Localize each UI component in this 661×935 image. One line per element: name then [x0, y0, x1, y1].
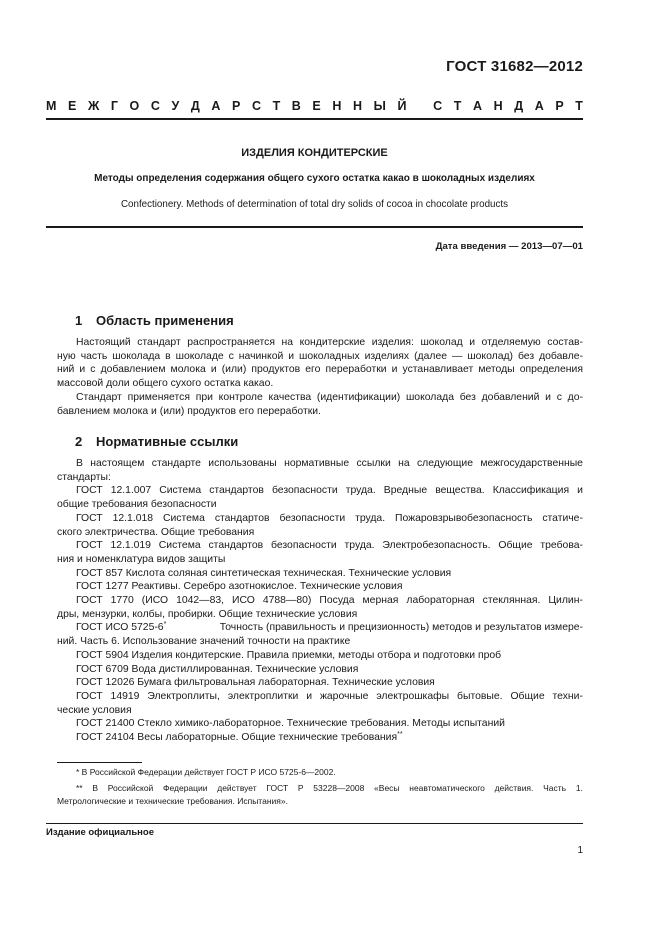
text-line [57, 594, 583, 608]
reference-line: ГОСТ 24104 Весы лабораторные. Общие технические требования [76, 732, 398, 744]
word: и [391, 364, 398, 376]
word: настоящем [90, 458, 145, 469]
word: статиче- [542, 512, 583, 524]
word: В [92, 783, 99, 793]
title-rule [46, 226, 583, 228]
word: Цилин- [548, 595, 583, 607]
word: без [517, 350, 535, 362]
word: добавлений [481, 391, 540, 403]
word: 53228—2008 [313, 783, 365, 793]
word: Общие [498, 540, 533, 552]
heading-letter: У [171, 99, 180, 113]
header-rule [46, 118, 583, 120]
word: (ИСО [141, 595, 169, 607]
heading-letter: С [251, 99, 261, 113]
word: при [195, 391, 213, 403]
word: методы [478, 364, 515, 376]
word: стандартов [214, 512, 270, 524]
text-line: дры, мензурки, колбы, пробирки. Общие технические условия [57, 608, 358, 620]
word: ссылки [356, 458, 391, 469]
word: (далее [414, 350, 448, 362]
heading-letter: Е [68, 99, 77, 113]
word: до- [567, 391, 583, 403]
text-line: ний. Часть 6. Использование значений точности на практике [57, 636, 351, 648]
word: без [459, 391, 476, 403]
word: нормативные [284, 458, 350, 469]
word: на [281, 337, 294, 348]
word: 14919 [110, 690, 140, 702]
text-line [57, 350, 583, 364]
document-subtitle: Методы определения содержания общего сухого остатка какао в шоколадных изделиях [94, 173, 535, 184]
word: труда. [344, 540, 375, 552]
word: безопасности [279, 512, 346, 524]
word: начинкой [238, 350, 284, 362]
word: качества [268, 391, 312, 403]
word: электрошкафы [376, 690, 450, 702]
reference-code: ГОСТ ИСО 5725-6 [76, 622, 164, 634]
word: ГОСТ [76, 595, 103, 607]
section-2-heading [75, 434, 238, 449]
word: использованы [208, 458, 277, 469]
heading-letter: Ы [373, 99, 386, 113]
word: с [556, 391, 562, 403]
word: ГОСТ [76, 485, 103, 497]
word: определения [519, 364, 583, 376]
text-line: ческие условия [57, 704, 132, 716]
text-line: ского электричества. Общие требования [57, 526, 255, 538]
footnote-mark: * [163, 621, 167, 629]
word: мерная [362, 595, 399, 607]
heading-letter: Г [110, 99, 118, 113]
word: отделяемую [481, 337, 541, 348]
word: переработки [325, 364, 387, 376]
word: техни- [552, 690, 583, 702]
section-2-body [57, 457, 583, 745]
heading-letter: Т [575, 99, 583, 113]
word: 1. [575, 783, 583, 793]
heading-letter [418, 99, 421, 113]
word: Пожаровзрывобезопасность [395, 512, 533, 524]
text-line: бавлением молока и (или) продуктов его переработки. [57, 405, 321, 417]
word: 12.1.019 [110, 540, 151, 552]
section-title: Область применения [96, 313, 234, 328]
word: ний [57, 364, 75, 376]
heading-letter: С [150, 99, 160, 113]
text-line [57, 457, 583, 471]
word: Стандарт [76, 391, 122, 403]
heading-letter: Д [190, 99, 200, 113]
word: вещества. [435, 485, 485, 497]
word: его [305, 364, 321, 376]
english-title: Confectionery. Methods of determination of total dry solids of cocoa in chocolate products [120, 199, 508, 210]
word: 1042—83, [176, 595, 225, 607]
heading-letter: А [534, 99, 544, 113]
word: В [76, 458, 83, 469]
text-line [57, 512, 583, 526]
word: Вредные [383, 485, 428, 497]
word: и [469, 337, 476, 348]
word: применяется [127, 391, 190, 403]
section-1-heading [75, 313, 234, 328]
word: распространяется [187, 337, 275, 348]
word: Часть [543, 783, 567, 793]
text-line [57, 539, 583, 553]
word: стандартов [208, 540, 264, 552]
word: 4788—80) [262, 595, 312, 607]
word: Посуда [319, 595, 355, 607]
heading-letter: Н [352, 99, 363, 113]
word: безопасности [271, 485, 338, 497]
word: часть [80, 350, 108, 362]
word: стеклянная. [482, 595, 541, 607]
text-line: ГОСТ 1277 Реактивы. Серебро азотнокислое. Технические условия [76, 581, 403, 593]
text-line: общие требования безопасности [57, 499, 217, 511]
gost-number: ГОСТ 31682—2012 [446, 58, 583, 75]
heading-letter: С [433, 99, 443, 113]
edition-label: Издание официальное [46, 827, 154, 838]
word: ГОСТ [266, 783, 289, 793]
word: с [228, 350, 234, 362]
word: жарочные [319, 690, 369, 702]
heading-letter: Т [272, 99, 281, 113]
word: стандарте [151, 458, 201, 469]
text-line [57, 731, 583, 745]
word: Р [297, 783, 304, 793]
word: Система [159, 485, 202, 497]
footnote [57, 782, 583, 795]
heading-letter: Р [555, 99, 564, 113]
word: и [577, 485, 583, 497]
footnote-mark: ** [397, 731, 403, 739]
heading-letter: М [46, 99, 57, 113]
heading-letter: А [211, 99, 221, 113]
heading-letter: О [129, 99, 140, 113]
word: изделиях [364, 350, 410, 362]
word: межгосударственные [480, 458, 583, 469]
word: 12.1.018 [112, 512, 154, 524]
word: изделия: [371, 337, 414, 348]
word: добавле- [539, 350, 583, 362]
introduction-date: Дата введения — 2013—07—01 [435, 241, 583, 252]
heading-letter: Н [493, 99, 503, 113]
interstate-standard-heading [46, 99, 583, 113]
section-1-body [57, 336, 583, 418]
word: и [210, 364, 217, 376]
word: ** [76, 783, 83, 793]
text-line [57, 336, 583, 350]
heading-letter: Р [232, 99, 241, 113]
word: шоколаде [175, 350, 224, 362]
word: шоколадных [299, 350, 360, 362]
footnotes [57, 766, 583, 808]
text-line [57, 363, 583, 377]
word: следующие [416, 458, 473, 469]
word: Система [163, 512, 205, 524]
word: на [398, 458, 410, 469]
word: состав- [547, 337, 583, 348]
word: Российской [107, 783, 154, 793]
word: безопасности [271, 540, 337, 552]
word: ГОСТ [76, 512, 103, 524]
heading-letter: Н [332, 99, 342, 113]
word: шоколада [405, 391, 454, 403]
word: труда. [345, 485, 376, 497]
word: электроплитки [227, 690, 299, 702]
word: с [90, 364, 96, 376]
word: действует [217, 783, 257, 793]
text-line: ГОСТ 857 Кислота соляная синтетическая техническая. Технические условия [76, 567, 452, 579]
word: ную [57, 350, 76, 362]
text-line: ГОСТ 6709 Вода дистиллированная. Технические условия [76, 663, 359, 675]
word: шоколада [112, 350, 161, 362]
word: Федерации [163, 783, 208, 793]
footnote-rule [57, 762, 142, 763]
footnote: * В Российской Федерации действует ГОСТ Р ИСО 5725-6—2002. [76, 767, 336, 777]
text-line: ГОСТ 21400 Стекло химико-лабораторное. Технические требования. Методы испытаний [76, 718, 505, 730]
text-line: ния и номенклатура видов защиты [57, 553, 226, 565]
word: Общие [510, 690, 545, 702]
text-line [57, 690, 583, 704]
word: ГОСТ [76, 540, 103, 552]
word: Классификация [492, 485, 570, 497]
text-line [57, 391, 583, 405]
word: (идентификации) [316, 391, 401, 403]
word: и [79, 364, 86, 376]
word: «Весы [374, 783, 400, 793]
word: продуктов [251, 364, 301, 376]
word: 1770 [110, 595, 134, 607]
page-number: 1 [577, 845, 583, 856]
text-line [57, 484, 583, 498]
heading-letter: Е [312, 99, 321, 113]
word: добавлением [100, 364, 166, 376]
heading-letter: А [472, 99, 482, 113]
document-title: ИЗДЕЛИЯ КОНДИТЕРСКИЕ [241, 147, 388, 159]
heading-letter: Т [453, 99, 462, 113]
word: требова- [540, 540, 583, 552]
reference-text: Точность (правильность и прецизионность) методов и результатов измере- [219, 622, 583, 634]
word: бытовые. [457, 690, 503, 702]
word: молока [170, 364, 206, 376]
text-line: стандарты: [57, 471, 111, 483]
word: Система [158, 540, 201, 552]
word: действия. [494, 783, 534, 793]
word: ИСО [232, 595, 255, 607]
section-number: 1 [75, 313, 83, 328]
word: в [165, 350, 171, 362]
word: и [288, 350, 295, 362]
word: Настоящий [76, 337, 131, 348]
word: шоколад) [467, 350, 514, 362]
word: стандартов [209, 485, 264, 497]
word: неавтоматического [409, 783, 485, 793]
word: — [451, 350, 463, 362]
word: кондитерские [299, 337, 366, 348]
word: лабораторная [406, 595, 475, 607]
word: контроле [218, 391, 263, 403]
text-line [57, 621, 583, 635]
word: труда. [355, 512, 386, 524]
word: ГОСТ [76, 690, 103, 702]
text-line: ГОСТ 5904 Изделия кондитерские. Правила приемки, методы отбора и подготовки проб [76, 649, 502, 661]
word: стандарт [137, 337, 181, 348]
text-line: массовой доли общего сухого остатка какао. [57, 378, 274, 390]
section-title: Нормативные ссылки [96, 434, 239, 449]
section-number: 2 [75, 434, 83, 449]
word: Электроплиты, [147, 690, 220, 702]
heading-letter: Ж [87, 99, 100, 113]
heading-letter: В [291, 99, 301, 113]
word: (или) [221, 364, 247, 376]
word: 12.1.007 [110, 485, 152, 497]
word: шоколад [420, 337, 463, 348]
heading-letter: Й [397, 99, 407, 113]
text-line: ГОСТ 12026 Бумага фильтровальная лабораторная. Технические условия [76, 677, 435, 689]
word: и [306, 690, 313, 702]
footnote: Метрологические и технические требования. Испытания». [57, 796, 288, 806]
word: Электробезопасность. [382, 540, 491, 552]
word: и [545, 391, 551, 403]
word: устанавливает [402, 364, 474, 376]
footer-rule [46, 823, 583, 824]
heading-letter: Д [514, 99, 524, 113]
